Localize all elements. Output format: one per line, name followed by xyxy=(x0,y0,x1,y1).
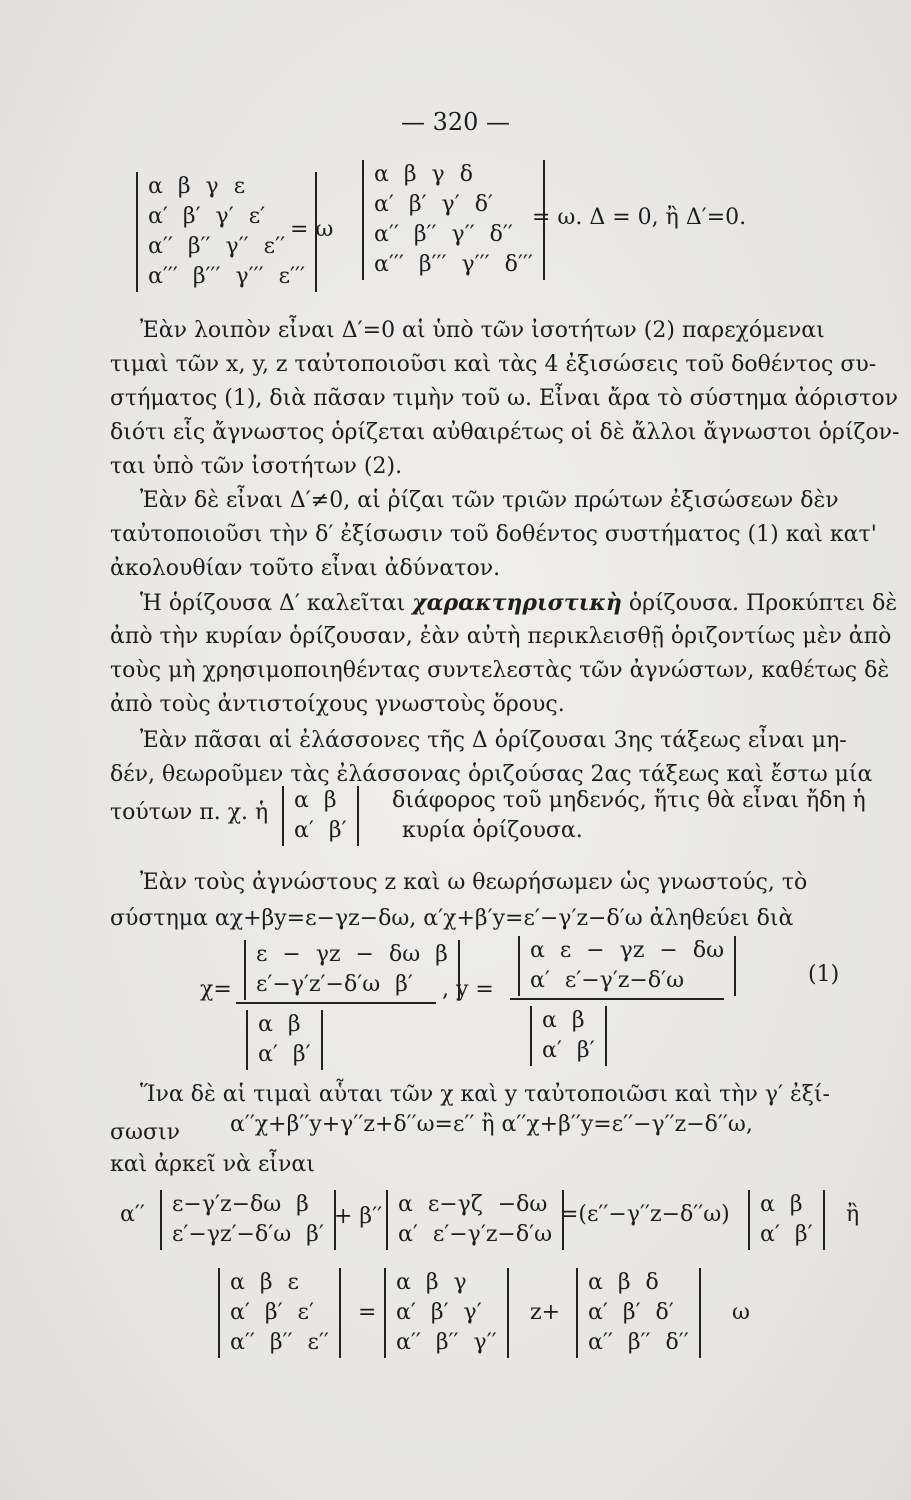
determinant-2x2 xyxy=(748,1190,825,1250)
text-line: Ἵνα δὲ αἱ τιμαὶ αὗται τῶν χ καὶ y ταὐτοποιῶσι καὶ τὴν γ′ ἐξί- xyxy=(140,1082,830,1107)
det-row: α′′ β′′ γ′′ ε′′ xyxy=(148,234,286,259)
det-row: α′′′ β′′′ γ′′′ δ′′′ xyxy=(374,252,533,277)
text-fragment: ὁρίζουσα. Προκύπτει δὲ xyxy=(628,591,898,616)
det-row: α′ β′ xyxy=(294,818,347,843)
text-line: ἀπὸ τὴν κυρίαν ὁρίζουσαν, ἐὰν αὐτὴ περικλεισθῇ ὁριζοντίως μὲν ἀπὸ xyxy=(110,624,892,649)
text-line: Ἐὰν τοὺς ἀγνώστους z καὶ ω θεωρήσωμεν ὡς γνωστούς, τὸ xyxy=(140,870,808,895)
text-line: καὶ ἀρκεῖ νὰ εἶναι xyxy=(110,1152,315,1177)
omega: ω xyxy=(732,1300,750,1325)
text-line xyxy=(140,588,897,619)
determinant-2x2-minor xyxy=(282,786,359,846)
det-row: α′′ β′′ γ′′ δ′′ xyxy=(374,222,513,247)
determinant-3x3 xyxy=(384,1268,509,1358)
det-row: ε′−γz′−δ′ω β′ xyxy=(172,1222,324,1247)
z-plus: z+ xyxy=(530,1300,561,1325)
det-row: α β γ δ xyxy=(374,162,473,187)
text-line: στήματος (1), διὰ πᾶσαν τιμὴν τοῦ ω. Εἶναι ἄρα τὸ σύστημα ἀόριστον xyxy=(110,386,898,411)
det-row: α β xyxy=(542,1008,585,1033)
x-label: χ= xyxy=(200,977,232,1002)
determinant-4x4-right xyxy=(362,160,545,280)
det-row: α′′′ β′′′ γ′′′ ε′′′ xyxy=(148,264,306,289)
det-row: α′ ε′−γ′z−δ′ω xyxy=(530,968,685,993)
det-row: α ε − γz − δω xyxy=(530,938,725,963)
det-row: α′ β′ ε′ xyxy=(230,1300,314,1325)
det-row: α′ β′ γ′ xyxy=(396,1300,482,1325)
text-fragment: σωσιν xyxy=(110,1120,180,1145)
text-fragment: διάφορος τοῦ μηδενός, ἥτις θὰ εἶναι ἤδη ἡ xyxy=(392,788,866,813)
det-row: α′′ β′′ δ′′ xyxy=(588,1330,689,1355)
text-line: διότι εἷς ἄγνωστος ὁρίζεται αὐθαιρέτως οἱ δὲ ἄλλοι ἄγνωστοι ὁρίζον- xyxy=(110,420,900,445)
determinant-3x3 xyxy=(576,1268,701,1358)
det-row: ε−γ′z−δω β xyxy=(172,1192,309,1217)
det-row: α β δ xyxy=(588,1270,659,1295)
det-row: α′ β′ xyxy=(542,1038,595,1063)
equation-line: α′′χ+β′′y+γ′′z+δ′′ω=ε′′ ἢ α′′χ+β′′y=ε′′−γ′′z−δ′′ω, xyxy=(230,1112,753,1137)
det-row: ε − γz − δω β xyxy=(256,942,448,967)
fraction-bar xyxy=(510,998,724,1000)
y-denominator-det xyxy=(530,1006,607,1066)
text-line: ταὐτοποιοῦσι τὴν δ′ ἐξίσωσιν τοῦ δοθέντος συστήματος (1) καὶ κατ' xyxy=(110,522,877,547)
rhs-factor: =(ε′′−γ′′z−δ′′ω) xyxy=(560,1202,730,1227)
text-line: ται ὑπὸ τῶν ἰσοτήτων (2). xyxy=(110,454,403,479)
det-row: α ε−γζ −δω xyxy=(398,1192,548,1217)
det-row: α′ β′ xyxy=(760,1222,813,1247)
det-row: α′ β′ xyxy=(258,1042,311,1067)
det-row: α′′ β′′ ε′′ xyxy=(230,1330,329,1355)
x-numerator-det xyxy=(244,940,460,1000)
det-row: α β xyxy=(294,788,337,813)
y-label: , y = xyxy=(442,977,494,1002)
page-number: — 320 — xyxy=(400,108,511,136)
x-denominator-det xyxy=(246,1010,323,1070)
det-row: α β γ xyxy=(396,1270,467,1295)
emphasized-term: χαρακτηριστικὴ xyxy=(412,590,622,616)
text-line: Ἐὰν λοιπὸν εἶναι Δ′=0 αἱ ὑπὸ τῶν ἰσοτήτων (2) παρεχόμεναι xyxy=(140,318,825,343)
det-row: α′ β′ δ′ xyxy=(588,1300,674,1325)
y-numerator-det xyxy=(518,936,736,996)
det-row: α′ β′ γ′ ε′ xyxy=(148,204,266,229)
det-row: α′ β′ γ′ δ′ xyxy=(374,192,493,217)
det-row: α β ε xyxy=(230,1270,299,1295)
det-row: α′′ β′′ γ′′ xyxy=(396,1330,497,1355)
determinant-3x3 xyxy=(218,1268,341,1358)
determinant-2x2 xyxy=(386,1190,564,1250)
det-row: α β xyxy=(258,1012,301,1037)
det-row: α′ ε′−γ′z−δ′ω xyxy=(398,1222,553,1247)
text-fragment: τούτων π. χ. ἡ xyxy=(110,800,269,825)
text-line: Ἐὰν πᾶσαι αἱ ἐλάσσονες τῆς Δ ὁρίζουσαι 3ης τάξεως εἶναι μη- xyxy=(140,728,847,753)
equals-omega: = ω xyxy=(290,217,334,242)
equals: = xyxy=(358,1300,377,1325)
or-word: ἢ xyxy=(846,1202,860,1227)
text-fragment: κυρία ὁρίζουσα. xyxy=(402,818,583,843)
text-line: τοὺς μὴ χρησιμοποιηθέντας συντελεστὰς τῶν ἀγνώστων, καθέτως δὲ xyxy=(110,658,890,683)
fraction-bar xyxy=(236,1002,436,1004)
det-row: ε′−γ′z′−δ′ω β′ xyxy=(256,972,413,997)
text-fragment: Ἡ ὁρίζουσα Δ′ καλεῖται xyxy=(140,591,406,616)
text-line: τιμαὶ τῶν x, y, z ταὐτοποιοῦσι καὶ τὰς 4 ἐξισώσεις τοῦ δοθέντος συ- xyxy=(110,352,877,377)
text-line: ἀπὸ τοὺς ἀντιστοίχους γνωστοὺς ὅρους. xyxy=(110,692,565,717)
determinant-2x2 xyxy=(160,1190,336,1250)
plus-b2: + β′′ xyxy=(334,1204,383,1229)
result-equation: = ω. Δ = 0, ἢ Δ′=0. xyxy=(532,205,747,230)
det-row: α β γ ε xyxy=(148,174,246,199)
text-line: δέν, θεωροῦμεν τὰς ἐλάσσονας ὁριζούσας 2ας τάξεως καὶ ἔστω μία xyxy=(110,762,873,787)
det-row: α β xyxy=(760,1192,803,1217)
coef-a2: α′′ xyxy=(120,1202,145,1227)
text-line: Ἐὰν δὲ εἶναι Δ′≠0, αἱ ῥίζαι τῶν τριῶν πρώτων ἐξισώσεων δὲν xyxy=(140,488,839,513)
text-line: σύστημα αχ+βy=ε−γz−δω, α′χ+β′y=ε′−γ′z−δ′ω ἀληθεύει διὰ xyxy=(110,906,794,931)
equation-number: (1) xyxy=(808,962,840,987)
text-line: ἀκολουθίαν τοῦτο εἶναι ἀδύνατον. xyxy=(110,556,501,581)
